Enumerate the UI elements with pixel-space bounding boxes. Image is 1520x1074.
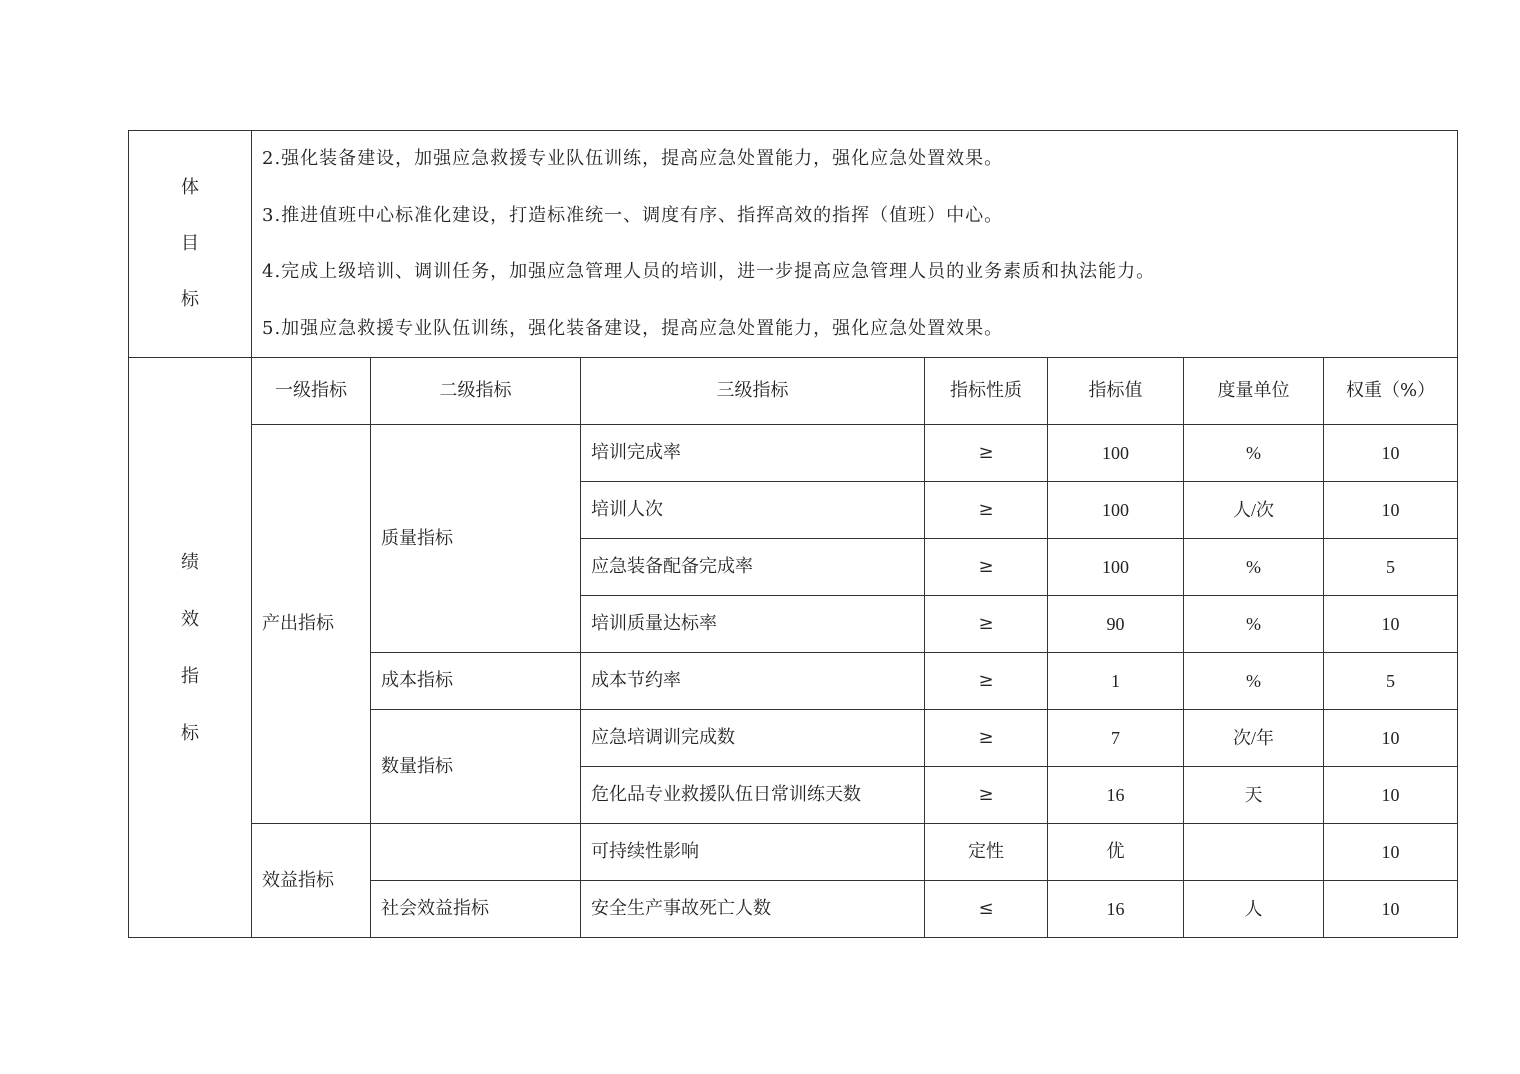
indicator-unit: 次/年 bbox=[1184, 710, 1324, 767]
goal-item: 4.完成上级培训、调训任务，加强应急管理人员的培训，进一步提高应急管理人员的业务素质和执法能力。 bbox=[262, 261, 1156, 282]
indicator-weight: 10 bbox=[1324, 881, 1458, 938]
performance-label-char: 绩 bbox=[181, 551, 199, 573]
table-row bbox=[129, 824, 1458, 881]
indicator-nature: ≥ bbox=[925, 425, 1048, 482]
header-level3: 三级指标 bbox=[581, 358, 925, 425]
indicator-nature: ≤ bbox=[925, 881, 1048, 938]
goal-item: 3.推进值班中心标准化建设，打造标准统一、调度有序、指挥高效的指挥（值班）中心。 bbox=[262, 204, 1004, 226]
performance-label bbox=[129, 358, 252, 938]
header-value: 指标值 bbox=[1048, 358, 1184, 425]
indicator-weight: 10 bbox=[1324, 425, 1458, 482]
indicator-unit bbox=[1184, 824, 1324, 881]
indicator-value: 100 bbox=[1048, 482, 1184, 539]
indicator-name: 应急培调训完成数 bbox=[581, 710, 925, 767]
indicator-name: 可持续性影响 bbox=[581, 824, 925, 881]
header-nature: 指标性质 bbox=[925, 358, 1048, 425]
goal-item: 5.加强应急救援专业队伍训练，强化装备建设，提高应急处置能力，强化应急处置效果。 bbox=[262, 317, 1004, 339]
indicator-weight: 5 bbox=[1324, 539, 1458, 596]
header-unit: 度量单位 bbox=[1184, 358, 1324, 425]
indicator-weight: 10 bbox=[1324, 824, 1458, 881]
performance-label-char: 指 bbox=[181, 665, 199, 687]
indicator-header-row bbox=[129, 358, 1458, 425]
level2-quality: 质量指标 bbox=[371, 425, 581, 653]
indicator-unit: % bbox=[1184, 425, 1324, 482]
level2-empty bbox=[371, 824, 581, 881]
indicator-nature: ≥ bbox=[925, 653, 1048, 710]
performance-label-char: 效 bbox=[181, 608, 199, 630]
goals-content bbox=[252, 131, 1458, 358]
indicator-name: 培训完成率 bbox=[581, 425, 925, 482]
indicator-name: 培训人次 bbox=[581, 482, 925, 539]
indicator-name: 成本节约率 bbox=[581, 653, 925, 710]
indicator-nature: ≥ bbox=[925, 596, 1048, 653]
indicator-unit: 天 bbox=[1184, 767, 1324, 824]
indicator-weight: 5 bbox=[1324, 653, 1458, 710]
header-level1: 一级指标 bbox=[252, 358, 371, 425]
indicator-value: 优 bbox=[1048, 824, 1184, 881]
goals-label-char: 标 bbox=[181, 289, 199, 310]
indicator-name: 应急装备配备完成率 bbox=[581, 539, 925, 596]
goals-label-char: 体 bbox=[181, 177, 199, 198]
header-weight: 权重（%） bbox=[1324, 358, 1458, 425]
indicator-unit: 人/次 bbox=[1184, 482, 1324, 539]
indicator-name: 危化品专业救援队伍日常训练天数 bbox=[581, 767, 925, 824]
indicator-value: 1 bbox=[1048, 653, 1184, 710]
indicator-weight: 10 bbox=[1324, 596, 1458, 653]
performance-label-char: 标 bbox=[181, 722, 199, 744]
indicator-nature: ≥ bbox=[925, 482, 1048, 539]
table-row bbox=[129, 425, 1458, 482]
level2-cost: 成本指标 bbox=[371, 653, 581, 710]
level1-output: 产出指标 bbox=[252, 425, 371, 824]
header-level2: 二级指标 bbox=[371, 358, 581, 425]
level2-social: 社会效益指标 bbox=[371, 881, 581, 938]
indicator-unit: 人 bbox=[1184, 881, 1324, 938]
indicator-value: 16 bbox=[1048, 881, 1184, 938]
indicator-value: 90 bbox=[1048, 596, 1184, 653]
goals-label bbox=[129, 131, 252, 358]
goals-row bbox=[129, 131, 1458, 358]
performance-goals-table bbox=[128, 130, 1458, 938]
indicator-unit: % bbox=[1184, 596, 1324, 653]
indicator-unit: % bbox=[1184, 653, 1324, 710]
indicator-name: 安全生产事故死亡人数 bbox=[581, 881, 925, 938]
indicator-weight: 10 bbox=[1324, 767, 1458, 824]
indicator-nature: ≥ bbox=[925, 710, 1048, 767]
indicator-weight: 10 bbox=[1324, 710, 1458, 767]
indicator-weight: 10 bbox=[1324, 482, 1458, 539]
indicator-nature: ≥ bbox=[925, 539, 1048, 596]
indicator-value: 7 bbox=[1048, 710, 1184, 767]
level1-benefit: 效益指标 bbox=[252, 824, 371, 938]
indicator-value: 100 bbox=[1048, 425, 1184, 482]
indicator-value: 16 bbox=[1048, 767, 1184, 824]
indicator-nature: 定性 bbox=[925, 824, 1048, 881]
indicator-name: 培训质量达标率 bbox=[581, 596, 925, 653]
indicator-value: 100 bbox=[1048, 539, 1184, 596]
goals-label-char: 目 bbox=[181, 233, 199, 254]
indicator-unit: % bbox=[1184, 539, 1324, 596]
level2-quantity: 数量指标 bbox=[371, 710, 581, 824]
indicator-nature: ≥ bbox=[925, 767, 1048, 824]
goal-item: 2.强化装备建设，加强应急救援专业队伍训练，提高应急处置能力，强化应急处置效果。 bbox=[262, 148, 1004, 169]
